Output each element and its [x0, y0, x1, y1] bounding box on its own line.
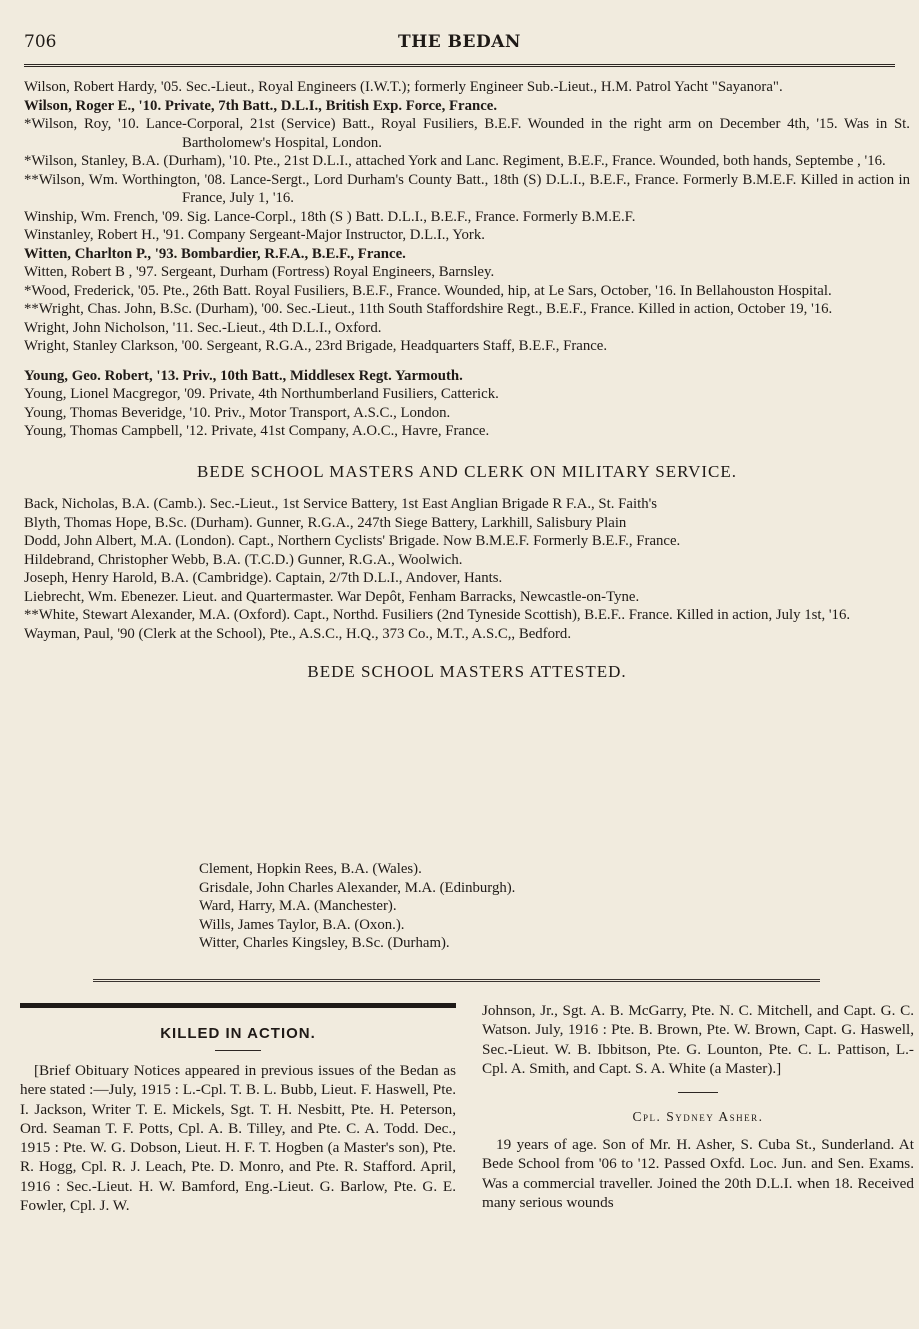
attested-item: Wills, James Taylor, B.A. (Oxon.). [199, 916, 405, 933]
service-entry [24, 367, 910, 386]
service-entry [24, 569, 910, 588]
attested-item: Grisdale, John Charles Alexander, M.A. (Edinburgh). [199, 879, 516, 896]
entry-name: Witten, Robert B , '97. [24, 264, 158, 280]
attested-item: Ward, Harry, M.A. (Manchester). [199, 898, 397, 914]
short-rule [678, 1092, 718, 1093]
heavy-bar [20, 1003, 456, 1008]
service-entry [24, 115, 910, 152]
entry-name: Wilson, Roger E., '10. [24, 97, 162, 114]
entry-description: Pte., 26th Batt. Royal Fusiliers, B.E.F., France. Wounded, hip, at Le Sars, October, '16. In Bellahouston Hospital. [162, 282, 832, 299]
entry-description: Priv., 10th Batt., Middlesex Regt. Yarmouth. [182, 367, 463, 384]
casualty-marker: ** [24, 171, 39, 188]
entry-description: Gunner, R.G.A., Woolwich. [297, 551, 463, 568]
attested-heading: BEDE SCHOOL MASTERS ATTESTED. [307, 662, 627, 681]
entry-description: Pte., 21st D.L.I., attached York and Lanc. Regiment, B.E.F., France. Wounded, both hands, Septembe , '16. [254, 153, 886, 169]
service-entry-list [24, 78, 910, 441]
entry-name: Back, Nicholas, B.A. (Camb.). [24, 496, 207, 512]
entry-description: Gunner, R.G.A., 247th Siege Battery, Larkhill, Salisbury Plain [256, 514, 627, 531]
entry-name: Young, Thomas Beveridge, '10. [24, 404, 211, 421]
entry-name: Young, Thomas Campbell, '12. [24, 423, 208, 439]
short-rule [215, 1050, 261, 1051]
service-entry [24, 245, 910, 264]
entry-name: Hildebrand, Christopher Webb, B.A. (T.C.D.) [24, 551, 294, 568]
service-entry [24, 514, 910, 533]
casualty-marker: * [24, 153, 32, 169]
killed-left-column [20, 1001, 456, 1215]
entry-description: Pte., A.S.C., H.Q., 373 Co., M.T., A.S.C,, Bedford. [269, 625, 572, 642]
entry-description: Private, 7th Batt., D.L.I., British Exp. Force, France. [164, 97, 498, 114]
entry-description: Sig. Lance-Corpl., 18th (S ) Batt. D.L.I., B.E.F., France. Formerly B.M.E.F. [186, 208, 636, 225]
killed-title: KILLED IN ACTION. [160, 1025, 316, 1042]
service-entry [24, 300, 910, 319]
entry-description: Private, 41st Company, A.O.C., Havre, France. [211, 423, 490, 439]
entry-name: Young, Lionel Macgregor, '09. [24, 386, 206, 402]
service-entry [24, 532, 910, 551]
entry-description: Company Sergeant-Major Instructor, D.L.I., York. [187, 227, 485, 243]
service-entry [24, 337, 910, 356]
casualty-marker: ** [24, 607, 39, 623]
page-number: 706 [24, 32, 57, 52]
entry-description: Sec.-Lieut., 4th D.L.I., Oxford. [196, 319, 382, 336]
entry-description: Sec.-Lieut., 11th South Staffordshire Regt., B.E.F., France. Killed in action, October 19, '16. [286, 301, 833, 317]
attested-item: Clement, Hopkin Rees, B.A. (Wales). [199, 861, 422, 877]
service-entry [24, 171, 910, 208]
entry-name: Dodd, John Albert, M.A. (London). [24, 533, 235, 549]
entry-name: Young, Geo. Robert, '13. [24, 367, 179, 384]
service-entry [24, 226, 910, 245]
obituary-heading: Cpl. Sydney Asher. [632, 1109, 764, 1125]
entry-description: Sergeant, R.G.A., 23rd Brigade, Headquarters Staff, B.E.F., France. [206, 338, 608, 354]
casualty-marker: * [24, 116, 32, 132]
masters-list [24, 495, 910, 643]
casualty-marker: * [24, 282, 32, 299]
entry-name: Wilson, Wm. Worthington, '08. [38, 171, 226, 188]
entry-name: Winstanley, Robert H., '91. [24, 227, 185, 243]
header-rule [24, 64, 895, 67]
entry-description: Sec.-Lieut., Royal Engineers (I.W.T.); formerly Engineer Sub.-Lieut., H.M. Patrol Yacht "Sayanora". [185, 79, 783, 95]
entry-description: Bombardier, R.F.A., B.E.F., France. [181, 245, 406, 262]
service-entry [24, 588, 910, 607]
journal-title: THE BEDAN [398, 32, 521, 52]
masters-heading: BEDE SCHOOL MASTERS AND CLERK ON MILITARY SERVICE. [197, 461, 737, 481]
service-entry [24, 422, 910, 441]
entry-name: White, Stewart Alexander, M.A. (Oxford). [38, 607, 291, 623]
section-divider [93, 979, 820, 982]
entry-description: Priv., Motor Transport, A.S.C., London. [214, 404, 451, 421]
service-entry [24, 152, 910, 171]
entry-name: Wayman, Paul, '90 (Clerk at the School), [24, 625, 266, 642]
service-entry [24, 551, 910, 570]
entry-name: Witten, Charlton P., '93. [24, 245, 178, 262]
killed-right-column [482, 1001, 914, 1212]
entry-description: Lance-Sergt., Lord Durham's County Batt., 18th (S) D.L.I., B.E.F., France. Formerly B.M.E.F. Killed in action in France, July 1, '16. [182, 171, 910, 206]
entries-block [24, 78, 910, 682]
entry-description: Private, 4th Northumberland Fusiliers, Catterick. [209, 386, 499, 402]
service-entry [24, 97, 910, 116]
attested-item: Witter, Charles Kingsley, B.Sc. (Durham). [199, 935, 450, 951]
entry-description: Sec.-Lieut., 1st Service Battery, 1st East Anglian Brigade R F.A., St. Faith's [209, 496, 658, 512]
entry-description: Sergeant, Durham (Fortress) Royal Engineers, Barnsley. [160, 264, 495, 280]
obituary-continued: Johnson, Jr., Sgt. A. B. McGarry, Pte. N. C. Mitchell, and Capt. G. C. Watson. July, 1916 : Pte. B. Brown, Pte. W. Brown, Capt. G. Haswell, Sec.-Lieut. W. B. Ibbitson, Pte. G. Lounton, Pte. C. L. Pattison, L.-Cpl. A. Smith, and Capt. S. A. White (a Master).] [482, 1002, 914, 1077]
service-entry [24, 282, 910, 301]
entry-description: Lance-Corporal, 21st (Service) Batt., Royal Fusiliers, B.E.F. Wounded in the right arm on December 4th, '15. Was in St. Bartholomew's Hospital, London. [145, 116, 910, 151]
service-entry [24, 319, 910, 338]
entry-name: Wood, Frederick, '05. [31, 282, 160, 299]
obituary-intro: [Brief Obituary Notices appeared in previous issues of the Bedan as here stated :—July, 1915 : L.-Cpl. T. B. L. Bubb, Lieut. F. Haswell, Pte. I. Jackson, Writer T. E. Mickels, Sgt. T. H. Nesbitt, Pte. H. Peterson, Ord. Seaman T. F. Potts, Cpl. A. B. Tilley, and Pte. C. A. Todd. Dec., 1915 : Pte. W. G. Dobson, Lieut. H. F. T. Hogben (a Master's son), Pte. R. Hogg, Cpl. R. J. Leach, Pte. D. Monro, and Pte. R. Stafford. April, 1916 : Sec.-Lieut. H. W. Bamford, Eng.-Lieut. G. Barlow, Pte. G. E. Fowler, Cpl. J. W. [20, 1062, 456, 1215]
obituary-text: 19 years of age. Son of Mr. H. Asher, S. Cuba St., Sunderland. At Bede School from '06 to '12. Passed Oxfd. Loc. Jun. and Sen. Exams. Was a commercial traveller. Joined the 20th D.L.I. when 18. Received many serious wounds [482, 1136, 914, 1212]
entry-description: Capt., Northern Cyclists' Brigade. Now B.M.E.F. Formerly B.E.F., France. [238, 533, 681, 549]
page-header [24, 32, 895, 56]
entry-description: Captain, 2/7th D.L.I., Andover, Hants. [275, 570, 503, 586]
entry-name: Joseph, Henry Harold, B.A. (Cambridge). [24, 570, 272, 586]
service-entry [24, 606, 910, 625]
service-entry [24, 385, 910, 404]
entry-name: Wright, Stanley Clarkson, '00. [24, 338, 203, 354]
service-entry [24, 208, 910, 227]
service-entry [24, 625, 910, 644]
entry-description: Capt., Northd. Fusiliers (2nd Tyneside Scottish), B.E.F.. France. Killed in action, July 1st, '16. [293, 607, 851, 623]
service-entry [24, 404, 910, 423]
entry-name: Wright, John Nicholson, '11. [24, 319, 194, 336]
entry-description: Lieut. and Quartermaster. War Depôt, Fenham Barracks, Newcastle-on-Tyne. [182, 588, 640, 605]
entry-name: Blyth, Thomas Hope, B.Sc. (Durham). [24, 514, 253, 531]
entry-name: Winship, Wm. French, '09. [24, 208, 184, 225]
entry-name: Wilson, Roy, '10. [31, 116, 140, 132]
service-entry [24, 263, 910, 282]
entry-name: Wilson, Robert Hardy, '05. [24, 79, 183, 95]
casualty-marker: ** [24, 301, 39, 317]
service-entry [24, 495, 910, 514]
entry-name: Wilson, Stanley, B.A. (Durham), '10. [31, 153, 251, 169]
entry-name: Wright, Chas. John, B.Sc. (Durham), '00. [38, 301, 283, 317]
attested-list [199, 860, 515, 953]
service-entry [24, 78, 910, 97]
entry-name: Liebrecht, Wm. Ebenezer. [24, 588, 179, 605]
